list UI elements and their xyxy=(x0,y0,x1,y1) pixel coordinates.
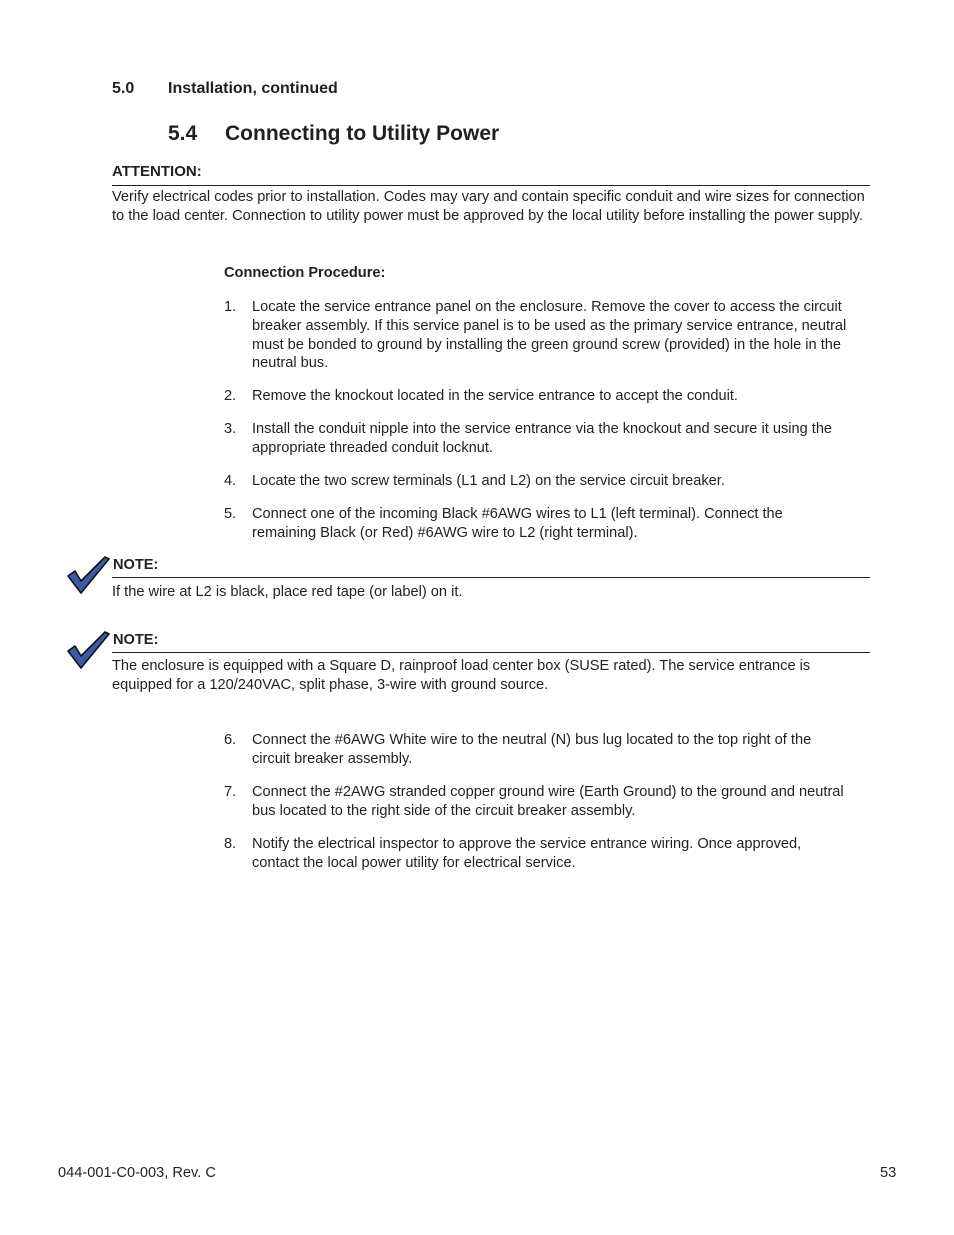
note-divider xyxy=(112,577,870,578)
note-text: If the wire at L2 is black, place red tape (or label) on it. xyxy=(112,584,463,600)
step-number: 7. xyxy=(224,784,237,800)
step-text: Remove the knockout located in the service entrance to accept the conduit. xyxy=(252,388,738,404)
step-text: Locate the two screw terminals (L1 and L2) on the service circuit breaker. xyxy=(252,473,725,489)
title-text: Connecting to Utility Power xyxy=(225,122,500,145)
checkmark-icon xyxy=(66,556,110,594)
note-text: The enclosure is equipped with a Square D, rainproof load center box (SUSE rated). The service entrance is equipped for a 120/240VAC, split phase, 3-wire with ground source. xyxy=(112,658,811,693)
step-text: Notify the electrical inspector to approve the service entrance wiring. Once approved, contact the local power utility for electrical service. xyxy=(252,836,802,871)
step-text: Locate the service entrance panel on the enclosure. Remove the cover to access the circuit breaker assembly. If this service panel is to be used as the primary service entrance, neutral must be bonded to ground by installing the green ground screw (provided) in the hole in the neutral bus. xyxy=(252,299,847,372)
section-number: 5.0 xyxy=(112,80,135,97)
title-number: 5.4 xyxy=(168,122,198,145)
note-divider xyxy=(112,652,870,653)
note-label: NOTE: xyxy=(113,557,159,573)
attention-divider xyxy=(112,185,870,186)
procedure-label: Connection Procedure: xyxy=(224,265,386,281)
footer-page-number: 53 xyxy=(880,1165,897,1181)
attention-text: Verify electrical codes prior to installation. Codes may vary and contain specific conduit and wire sizes for connection to the load center. Connection to utility power must be approved by the local utility before installing the power supply. xyxy=(112,189,865,224)
page-title xyxy=(168,122,499,146)
attention-label: ATTENTION: xyxy=(112,163,202,180)
section-title: Installation, continued xyxy=(168,80,338,97)
step-number: 1. xyxy=(224,299,237,315)
step-number: 4. xyxy=(224,473,237,489)
step-number: 8. xyxy=(224,836,237,852)
footer-doc-id: 044-001-C0-003, Rev. C xyxy=(58,1165,216,1181)
step-number: 3. xyxy=(224,421,237,437)
step-number: 6. xyxy=(224,732,237,748)
step-text: Install the conduit nipple into the service entrance via the knockout and secure it using the appropriate threaded conduit locknut. xyxy=(252,421,833,456)
step-text: Connect one of the incoming Black #6AWG wires to L1 (left terminal). Connect the remaining Black (or Red) #6AWG wire to L2 (right terminal). xyxy=(252,506,783,541)
section-header xyxy=(112,80,338,98)
step-text: Connect the #2AWG stranded copper ground wire (Earth Ground) to the ground and neutral bus located to the right side of the circuit breaker assembly. xyxy=(252,784,844,819)
step-number: 5. xyxy=(224,506,237,522)
note-label: NOTE: xyxy=(113,632,159,648)
step-number: 2. xyxy=(224,388,237,404)
step-text: Connect the #6AWG White wire to the neutral (N) bus lug located to the top right of the circuit breaker assembly. xyxy=(252,732,812,767)
checkmark-icon xyxy=(66,631,110,669)
